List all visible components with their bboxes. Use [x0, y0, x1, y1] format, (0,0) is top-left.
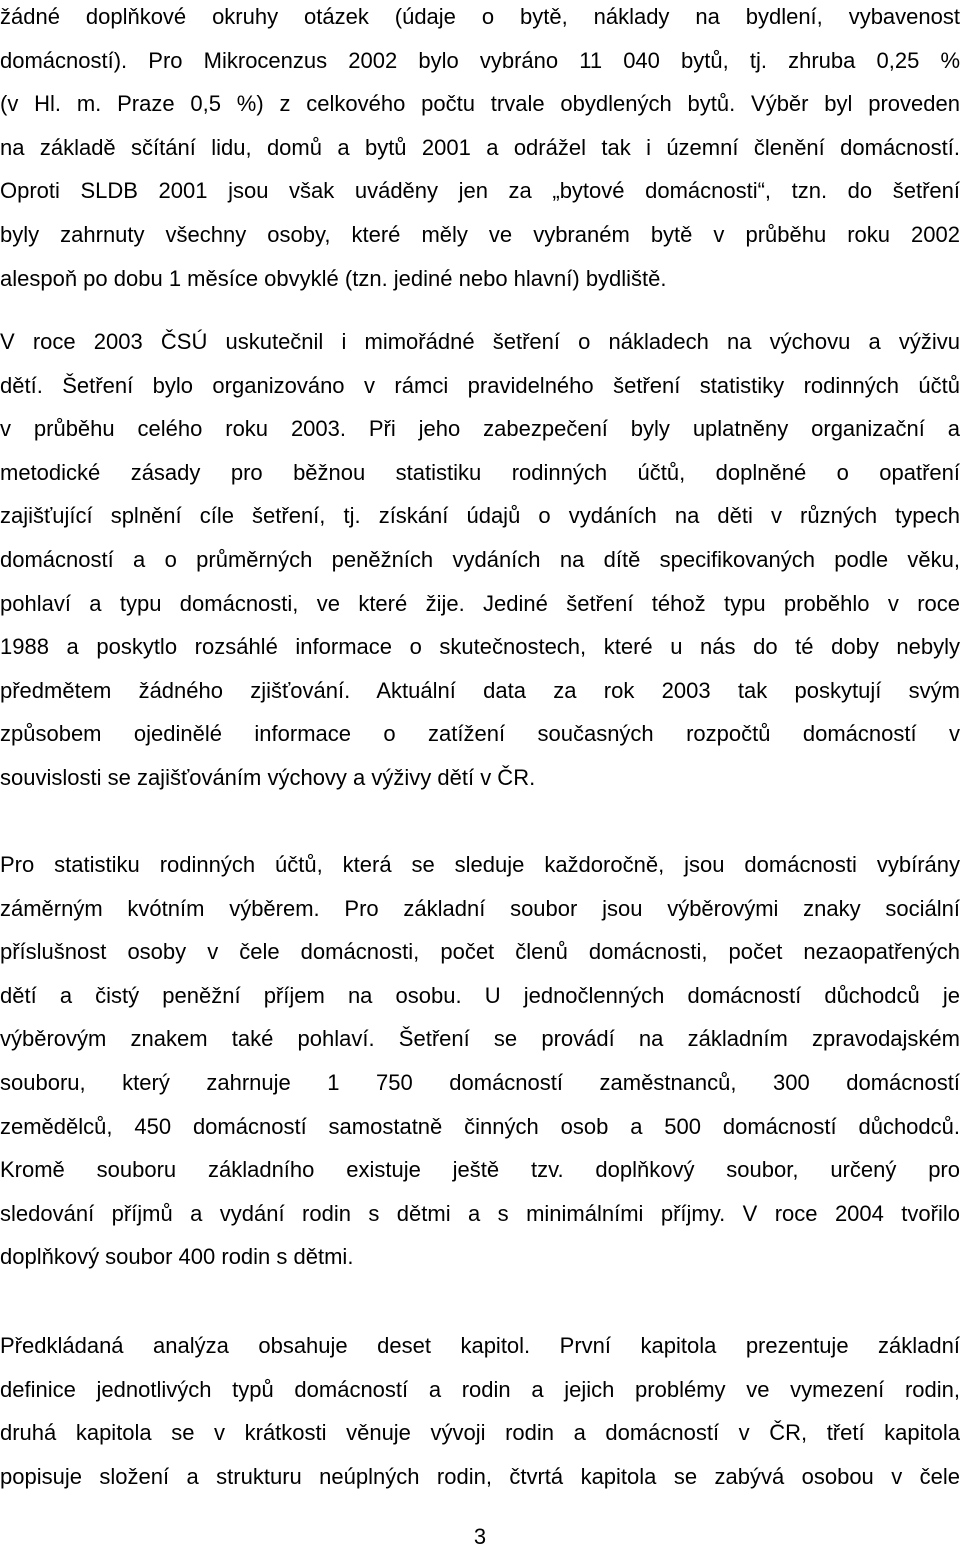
text-line: domácností a o průměrných peněžních vydáních na dítě specifikovaných podle věku,: [0, 546, 960, 572]
text-line: souboru, který zahrnuje 1 750 domácností zaměstnanců, 300 domácností: [0, 1069, 960, 1095]
text-line: sledování příjmů a vydání rodin s dětmi a s minimálními příjmy. V roce 2004 tvořilo: [0, 1200, 960, 1226]
text-line: doplňkový soubor 400 rodin s dětmi.: [0, 1244, 354, 1270]
text-line: zemědělců, 450 domácností samostatně činných osob a 500 domácností důchodců.: [0, 1113, 960, 1139]
text-line: žádné doplňkové okruhy otázek (údaje o bytě, náklady na bydlení, vybavenost: [0, 4, 960, 29]
text-line: způsobem ojedinělé informace o zatížení současných rozpočtů domácností v: [0, 721, 960, 747]
text-line: domácností). Pro Mikrocenzus 2002 bylo vybráno 11 040 bytů, tj. zhruba 0,25 %: [0, 47, 960, 73]
text-line: záměrným kvótním výběrem. Pro základní soubor jsou výběrovými znaky sociální: [0, 895, 960, 921]
text-line: předmětem žádného zjišťování. Aktuální data za rok 2003 tak poskytují svým: [0, 677, 960, 703]
paragraph-survey-2003: [0, 320, 960, 800]
text-line: Předkládaná analýza obsahuje deset kapitol. První kapitola prezentuje základní: [0, 1333, 960, 1358]
text-line: Pro statistiku rodinných účtů, která se sleduje každoročně, jsou domácnosti vybírány: [0, 852, 960, 877]
text-line: Kromě souboru základního existuje ještě tzv. doplňkový soubor, určený pro: [0, 1157, 960, 1183]
paragraph-sample-description: [0, 0, 960, 300]
text-line: druhá kapitola se v krátkosti věnuje vývoji rodin a domácností v ČR, třetí kapitola: [0, 1420, 960, 1446]
text-line: (v Hl. m. Praze 0,5 %) z celkového počtu trvale obydlených bytů. Výběr byl proveden: [0, 91, 960, 117]
text-line: na základě sčítání lidu, domů a bytů 2001 a odrážel tak i územní členění domácností.: [0, 134, 960, 160]
text-line: dětí a čistý peněžní příjem na osobu. U jednočlenných domácností důchodců je: [0, 982, 960, 1008]
text-line: příslušnost osoby v čele domácnosti, počet členů domácnosti, počet nezaopatřených: [0, 939, 960, 965]
text-line: zajišťující splnění cíle šetření, tj. získání údajů o vydáních na děti v různých typech: [0, 503, 960, 529]
text-line: definice jednotlivých typů domácností a rodin a jejich problémy ve vymezení rodin,: [0, 1376, 960, 1402]
text-line: v průběhu celého roku 2003. Při jeho zabezpečení byly uplatněny organizační a: [0, 416, 960, 442]
text-line: metodické zásady pro běžnou statistiku rodinných účtů, doplněné o opatření: [0, 459, 960, 485]
text-line: popisuje složení a strukturu neúplných rodin, čtvrtá kapitola se zabývá osobou v čele: [0, 1463, 960, 1489]
text-line: V roce 2003 ČSÚ uskutečnil i mimořádné šetření o nákladech na výchovu a výživu: [0, 329, 960, 354]
text-line: pohlaví a typu domácnosti, ve které žije. Jediné šetření téhož typu proběhlo v roce: [0, 590, 960, 616]
text-line: dětí. Šetření bylo organizováno v rámci pravidelného šetření statistiky rodinných účtů: [0, 372, 960, 398]
text-line: 1988 a poskytlo rozsáhlé informace o skutečnostech, které u nás do té doby nebyly: [0, 634, 960, 660]
paragraph-household-statistics: [0, 843, 960, 1279]
text-line: byly zahrnuty všechny osoby, které měly ve vybraném bytě v průběhu roku 2002: [0, 221, 960, 247]
text-line: výběrovým znakem také pohlaví. Šetření se provádí na základním zpravodajském: [0, 1026, 960, 1052]
text-line: souvislosti se zajišťováním výchovy a výživy dětí v ČR.: [0, 764, 536, 790]
page-number: 3: [473, 1524, 487, 1549]
text-line: alespoň po dobu 1 měsíce obvyklé (tzn. jediné nebo hlavní) bydliště.: [0, 265, 667, 291]
text-line: Oproti SLDB 2001 jsou však uváděny jen za „bytové domácnosti“, tzn. do šetření: [0, 178, 960, 204]
paragraph-analysis-overview: [0, 1324, 960, 1498]
